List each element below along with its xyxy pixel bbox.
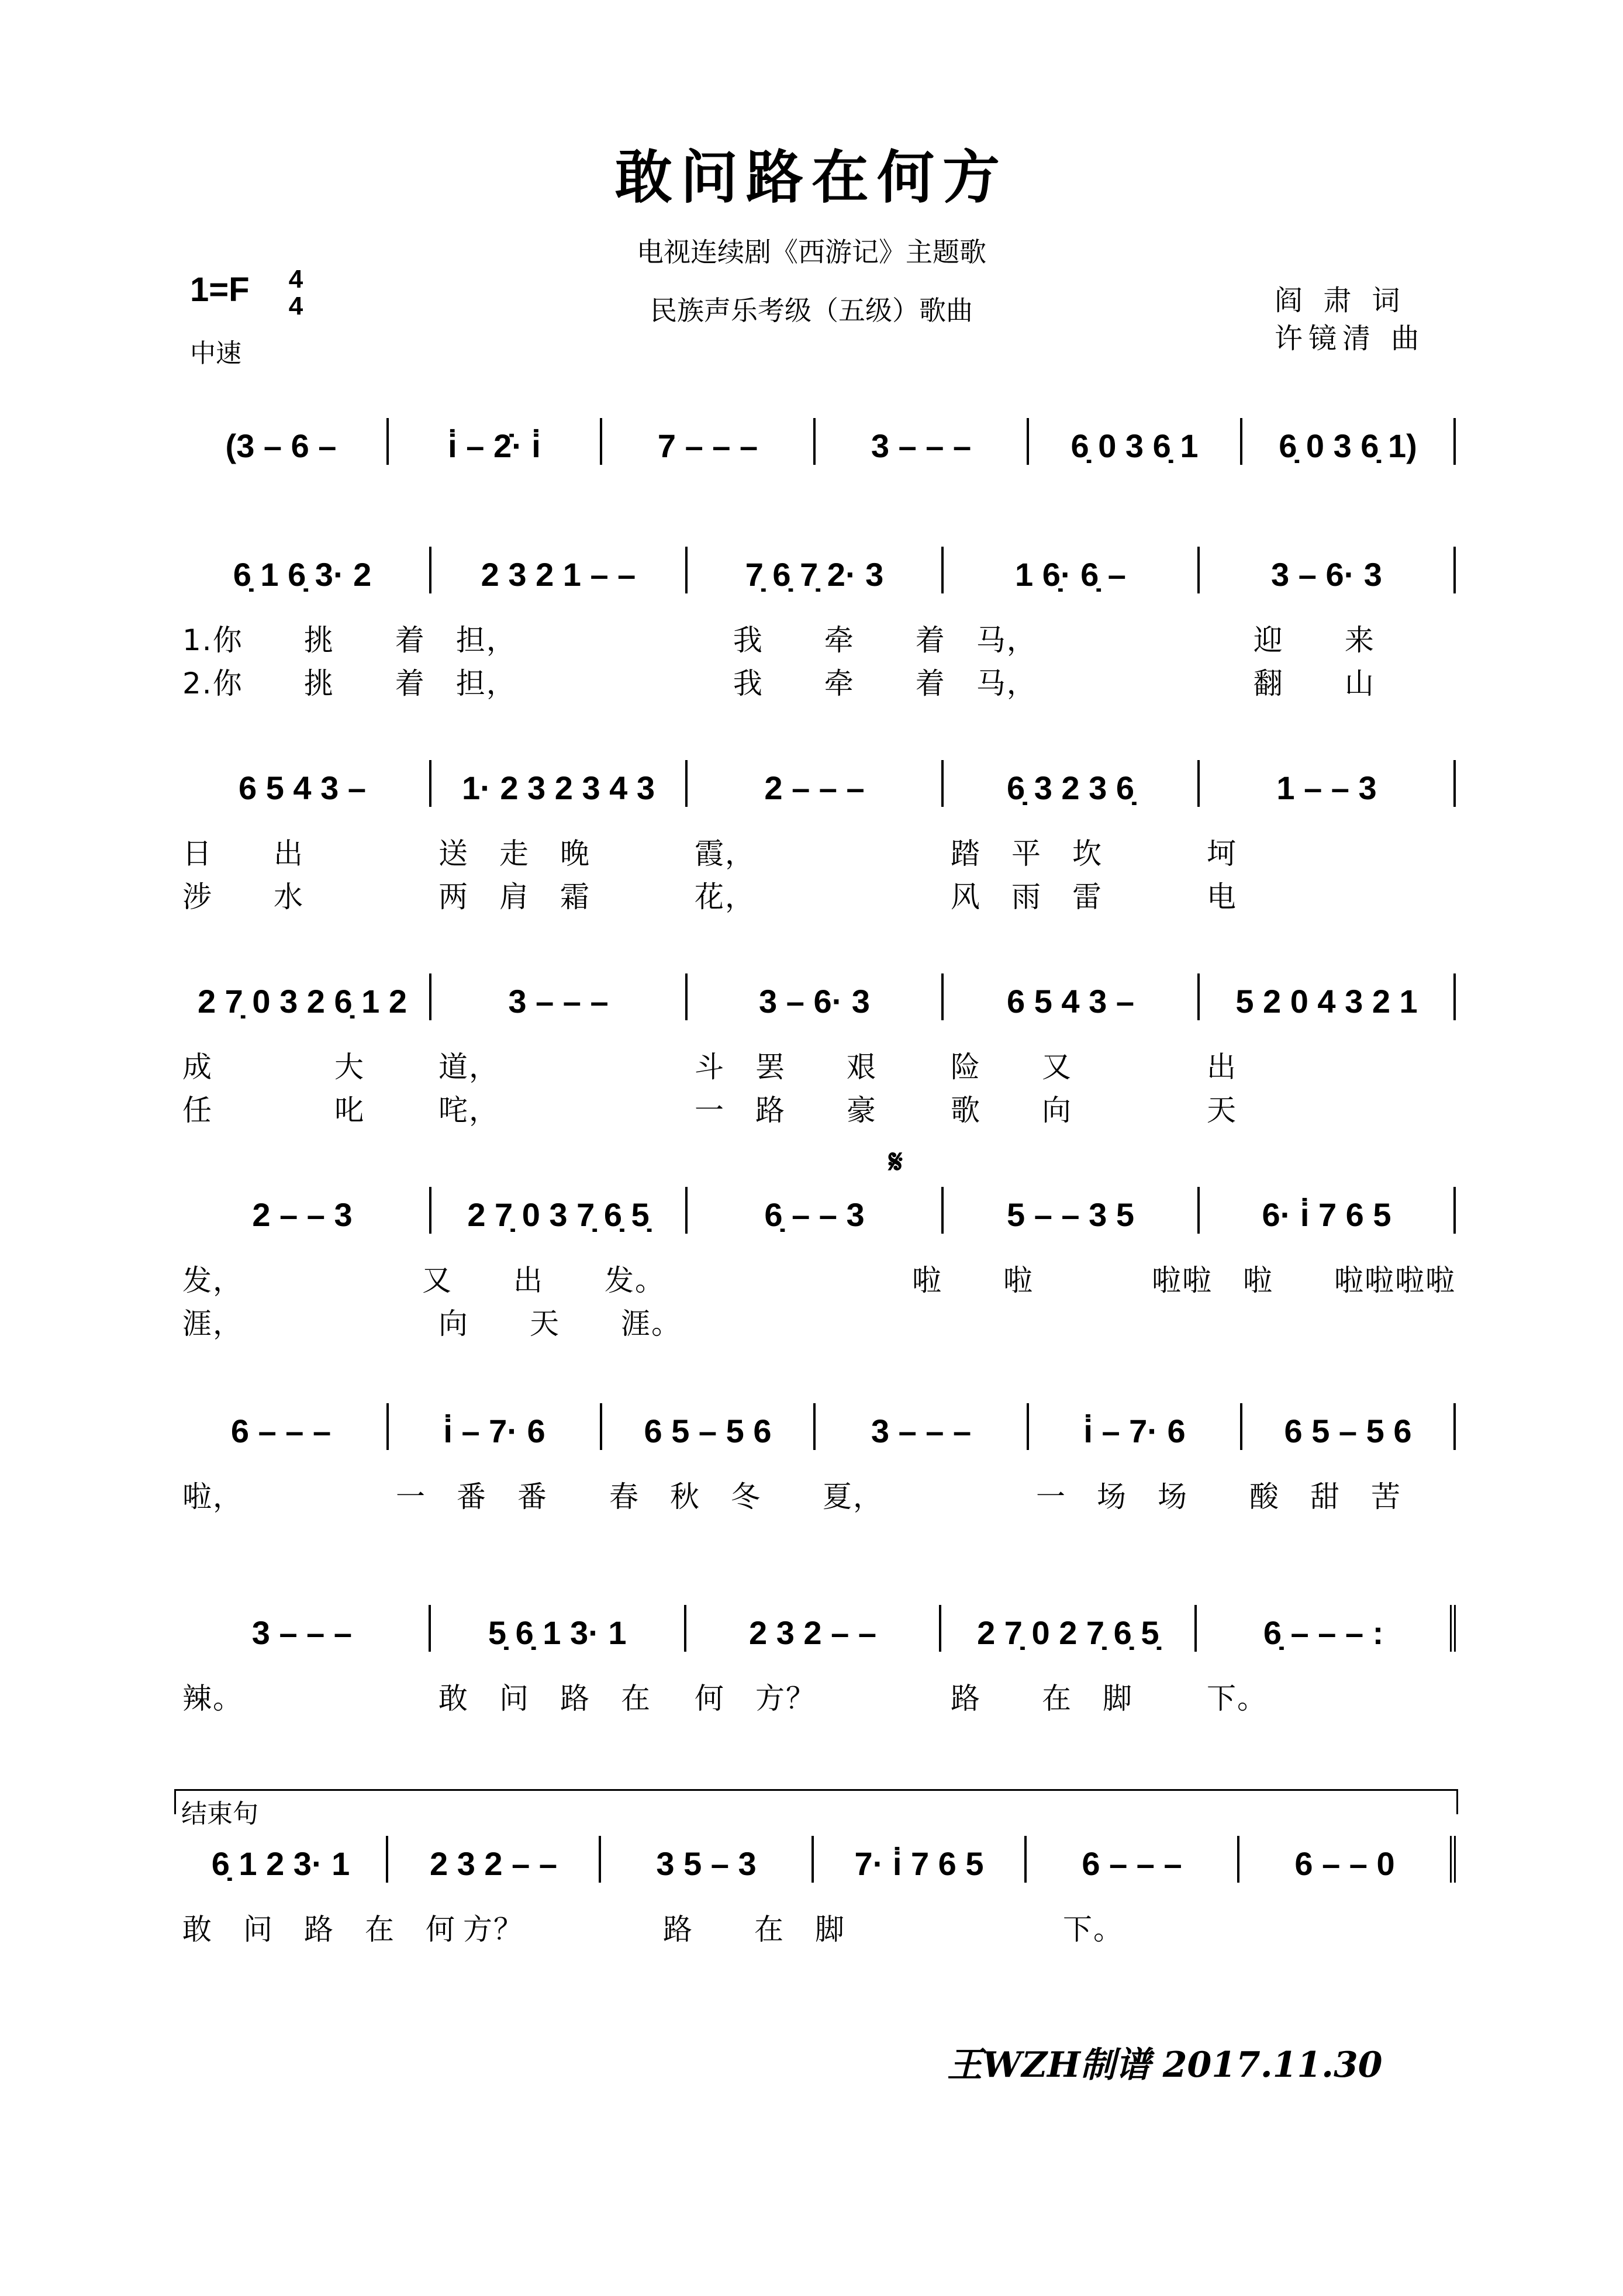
lyric-cell: 2.你 挑 着 担， (182, 667, 517, 700)
lyric-cell: 下。 (1063, 1912, 1124, 1946)
score-row (175, 760, 1456, 916)
lyric-cell: 电 (1207, 880, 1237, 914)
notation-line (175, 760, 1456, 807)
notation-line (175, 547, 1456, 593)
measure: 6̣ 1 2 3· 1 (175, 1836, 388, 1883)
notation-line (175, 1605, 1456, 1652)
lyric-cell: 向 天 涯。 (438, 1307, 682, 1341)
key-signature: 1=F (190, 271, 250, 309)
measure: 6̣ 0 3 6̣ 1) (1242, 418, 1456, 465)
ending-bracket (174, 1789, 1458, 1814)
lyric-cell: 出 (1207, 1050, 1237, 1084)
lyric-cell: 辣。 (182, 1682, 243, 1715)
lyric-cell: 敢 问 路 在 何 (182, 1912, 456, 1946)
time-top: 4 (288, 265, 303, 294)
score-row (175, 973, 1456, 1129)
measure: i̇ – 7· 6 (1029, 1403, 1242, 1450)
lyric-cell: 夏， (823, 1480, 883, 1514)
lyric-cell: 任 叱 (182, 1093, 365, 1127)
ending-label: 结束句 (181, 1799, 258, 1829)
measure: 6 – – – (175, 1403, 389, 1450)
lyric-cell: 迎 来 (1253, 623, 1375, 657)
lyric-cell: 险 又 (951, 1050, 1072, 1084)
lyric-cell: 我 牵 着 马， (733, 623, 1037, 657)
tempo-marking: 中速 (190, 339, 241, 368)
score-row (175, 418, 1456, 465)
lyric-cell: 啦啦 啦 啦啦啦啦 (1152, 1263, 1456, 1297)
lyric-cell: 啦 啦 (912, 1263, 1034, 1297)
time-signature (285, 266, 306, 320)
measure: (3 – 6 – (175, 418, 389, 465)
measure: 2 3 2 – – (388, 1836, 601, 1883)
measure: 6̣ – – – : (1197, 1605, 1456, 1652)
measure: 6̣ 1 6̣ 3· 2 (175, 547, 431, 593)
lyric-cell: 道， (438, 1050, 499, 1084)
lyric-cell: 踏 平 坎 (951, 837, 1103, 871)
measure: 5 2 0 4 3 2 1 (1200, 973, 1456, 1020)
lyric-cell: 一 番 番 (396, 1480, 548, 1514)
measure: 2 – – 3 (175, 1187, 431, 1234)
measure: 5̣ 6̣ 1 3· 1 (431, 1605, 686, 1652)
measure: 1 6̣· 6̣ – (944, 547, 1200, 593)
lyric-cell: 成 大 (182, 1050, 365, 1084)
lyric-cell: 发， (182, 1263, 243, 1297)
lyrics-verse-2 (175, 661, 1456, 702)
score-row (175, 1836, 1456, 1948)
measure: 2 7̣ 0 3 2 6̣ 1 2 (175, 973, 431, 1020)
measure: 6 – – – (1027, 1836, 1239, 1883)
measure: 5 – – 3 5 (944, 1187, 1200, 1234)
lyricist-credit: 阎 肃 词 (1275, 284, 1406, 317)
measure: 3 – 6· 3 (688, 973, 944, 1020)
lyrics-verse-1 (175, 1258, 1456, 1299)
lyrics-verse-1 (175, 1676, 1456, 1717)
measure: 3 – – – (175, 1605, 431, 1652)
notation-line (175, 1403, 1456, 1450)
lyric-cell: 1.你 挑 着 担， (182, 623, 517, 657)
lyric-cell: 天 (1207, 1093, 1237, 1127)
measure: i̇ – 7· 6 (389, 1403, 602, 1450)
lyric-cell: 花， (695, 880, 755, 914)
lyrics-verse-1 (175, 618, 1456, 659)
lyrics-verse-1 (175, 1045, 1456, 1086)
notation-line (175, 418, 1456, 465)
measure: 2 7̣ 0 2 7̣ 6̣ 5̣ (941, 1605, 1197, 1652)
measure: 2 3 2 – – (686, 1605, 942, 1652)
measure: 2 7̣ 0 3 7̣ 6̣ 5̣ (431, 1187, 688, 1234)
lyric-cell: 春 秋 冬 (609, 1480, 761, 1514)
score-row (175, 1187, 1456, 1342)
measure: 6· i̇ 7 6 5 (1200, 1187, 1456, 1234)
lyric-cell: 翻 山 (1253, 667, 1375, 700)
lyrics-verse-2 (175, 875, 1456, 916)
lyric-cell: 一 路 豪 (695, 1093, 877, 1127)
composer-credit: 许镜清 曲 (1275, 322, 1425, 355)
measure: 6 5 4 3 – (175, 760, 431, 807)
lyric-cell: 两 肩 霜 (438, 880, 591, 914)
song-title: 敢问路在何方 (614, 144, 1008, 211)
lyric-cell: 酸 甜 苦 (1249, 1480, 1401, 1514)
lyrics-verse-2 (175, 1088, 1456, 1129)
lyric-cell: 日 出 (182, 837, 304, 871)
measure: 7 – – – (602, 418, 816, 465)
lyric-cell: 方？ (463, 1912, 524, 1946)
lyric-cell: 敢 问 路 在 (438, 1682, 651, 1715)
notation-line (175, 973, 1456, 1020)
notation-line (175, 1187, 1456, 1234)
score-row (175, 547, 1456, 702)
measure: 3 – – – (431, 973, 688, 1020)
lyric-cell: 送 走 晚 (438, 837, 591, 871)
song-subtitle: 电视连续剧《西游记》主题歌 (637, 236, 986, 268)
measure: 6 5 4 3 – (944, 973, 1200, 1020)
measure: 6̣ 3 2 3 6̣ (944, 760, 1200, 807)
measure: i̇ – 2̇· i̇ (389, 418, 602, 465)
lyric-cell: 风 雨 雷 (951, 880, 1103, 914)
measure: 2 3 2 1 – – (431, 547, 688, 593)
measure: 7· i̇ 7 6 5 (814, 1836, 1027, 1883)
lyrics-verse-1 (175, 1907, 1456, 1948)
lyric-cell: 涉 水 (182, 880, 304, 914)
lyrics-verse-1 (175, 1475, 1456, 1515)
measure: 2 – – – (688, 760, 944, 807)
measure: 6 5 – 5 6 (1242, 1403, 1456, 1450)
measure: 6 – – 0 (1239, 1836, 1456, 1883)
measure: 3 – 6· 3 (1200, 547, 1456, 593)
lyric-cell: 路 在 脚 (951, 1682, 1133, 1715)
measure: 3 – – – (816, 418, 1029, 465)
lyric-cell: 坷 (1207, 837, 1237, 871)
measure: 6 5 – 5 6 (602, 1403, 816, 1450)
lyric-cell: 霞， (695, 837, 755, 871)
lyric-cell: 何 方？ (695, 1682, 816, 1715)
lyric-cell: 一 场 场 (1036, 1480, 1188, 1514)
measure: 3 – – – (816, 1403, 1029, 1450)
lyric-cell: 我 牵 着 马， (733, 667, 1037, 700)
segno-sign: 𝄋 (889, 1143, 903, 1181)
lyric-cell: 下。 (1207, 1682, 1268, 1715)
lyrics-verse-1 (175, 831, 1456, 872)
measure: 7̣ 6̣ 7̣ 2· 3 (688, 547, 944, 593)
measure: 1 – – 3 (1200, 760, 1456, 807)
lyric-cell: 歌 向 (951, 1093, 1072, 1127)
lyric-cell: 啦， (182, 1480, 243, 1514)
score-row (175, 1403, 1456, 1515)
measure: 1· 2 3 2 3 4 3 (431, 760, 688, 807)
transcriber-signature: 王WZH制谱 2017.11.30 (947, 2045, 1383, 2086)
score-row (175, 1605, 1456, 1717)
lyric-cell: 又 出 发。 (422, 1263, 665, 1297)
lyrics-verse-2 (175, 1301, 1456, 1342)
measure: 3 5 – 3 (601, 1836, 814, 1883)
lyric-cell: 咤， (438, 1093, 499, 1127)
notation-line (175, 1836, 1456, 1883)
measure: 6̣ 0 3 6̣ 1 (1029, 418, 1242, 465)
lyric-cell: 涯， (182, 1307, 243, 1341)
measure: 6̣ – – 3 (688, 1187, 944, 1234)
lyric-cell: 斗 罢 艰 (695, 1050, 877, 1084)
grade-note: 民族声乐考级（五级）歌曲 (650, 295, 973, 326)
lyric-cell: 路 在 脚 (663, 1912, 845, 1946)
time-bottom: 4 (288, 292, 303, 320)
